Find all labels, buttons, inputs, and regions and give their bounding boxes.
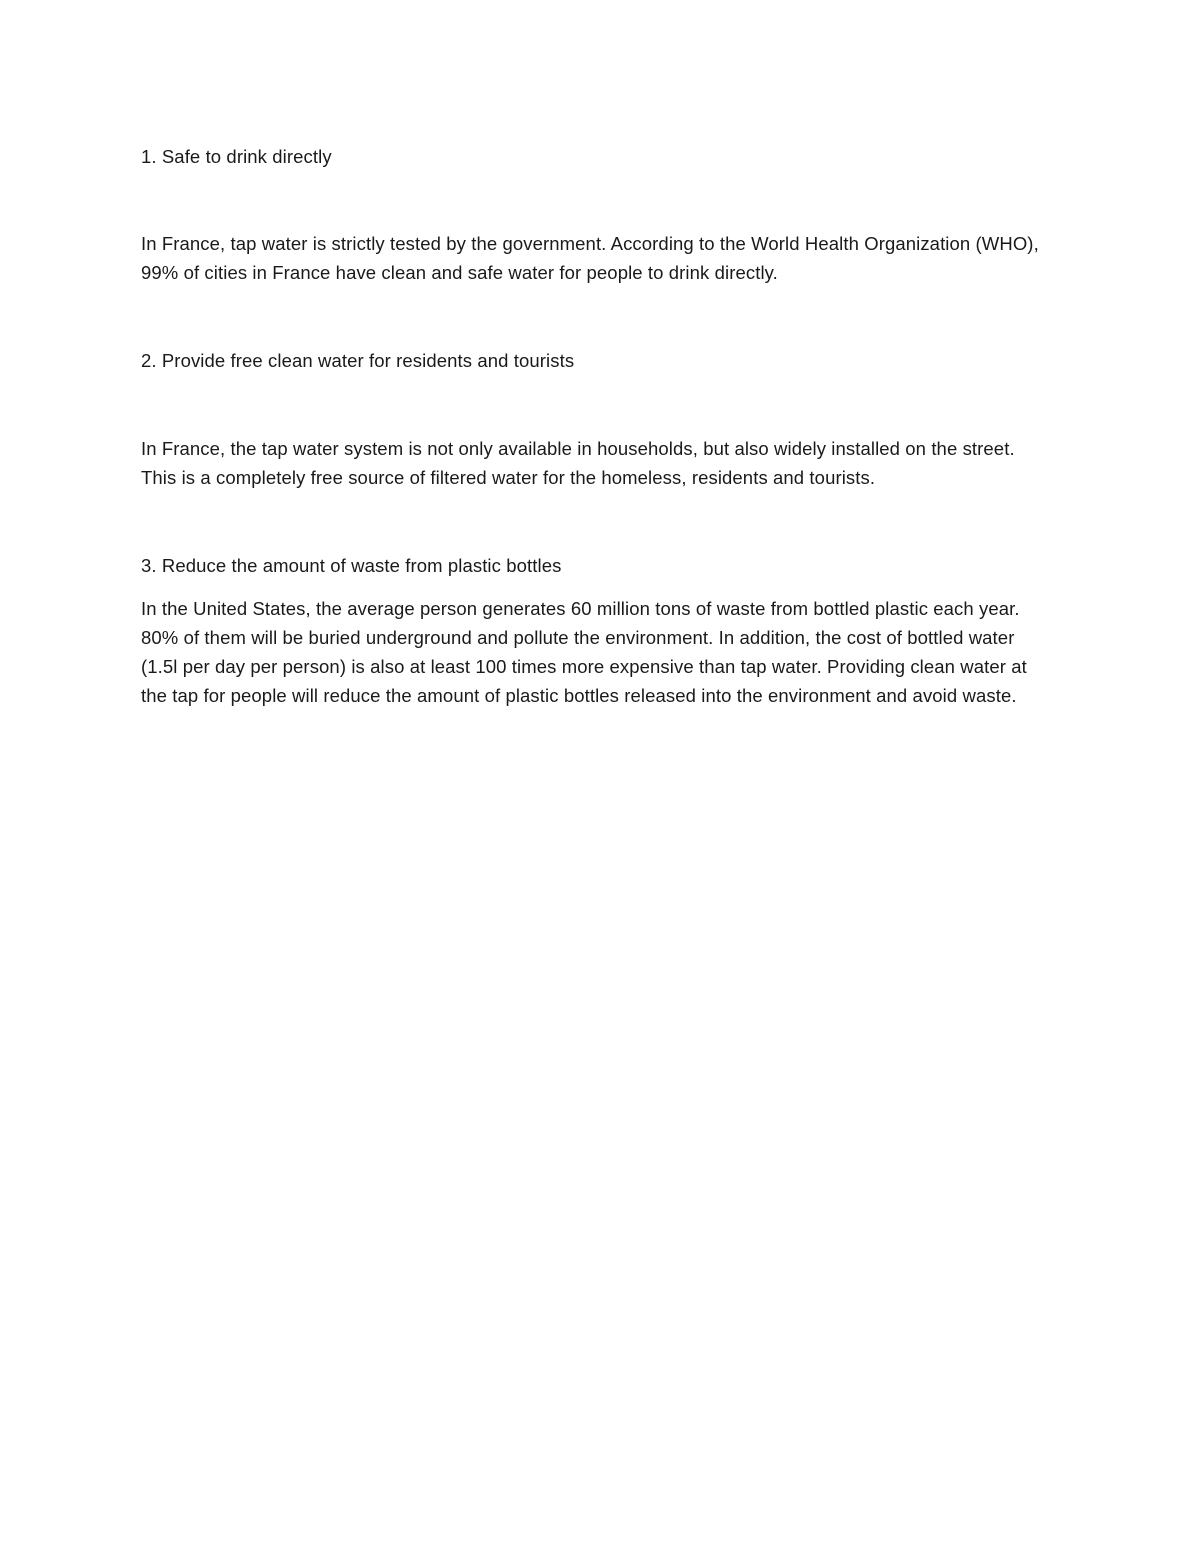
section-1-paragraph: In France, tap water is strictly tested by the government. According to the World Health Organization (WHO), 99% of cities in France have clean and safe water for people to drink directly. (141, 233, 1039, 283)
section-3-paragraph: In the United States, the average person generates 60 million tons of waste from bottled plastic each year. 80% of them will be buried underground and pollute the environment. In addition, the cost of bottled water (1.5l per day per person) is also at least 100 times more expensive than tap water. Providing clean water at the tap for people will reduce the amount of plastic bottles released into the environment and avoid waste. (141, 598, 1027, 706)
section-3-heading: 3. Reduce the amount of waste from plastic bottles (141, 555, 562, 576)
section-2-heading: 2. Provide free clean water for residents and tourists (141, 350, 575, 371)
section-2-paragraph: In France, the tap water system is not only available in households, but also widely installed on the street. This is a completely free source of filtered water for the homeless, residents and tourists. (141, 438, 1015, 488)
section-1-heading: 1. Safe to drink directly (141, 146, 332, 167)
